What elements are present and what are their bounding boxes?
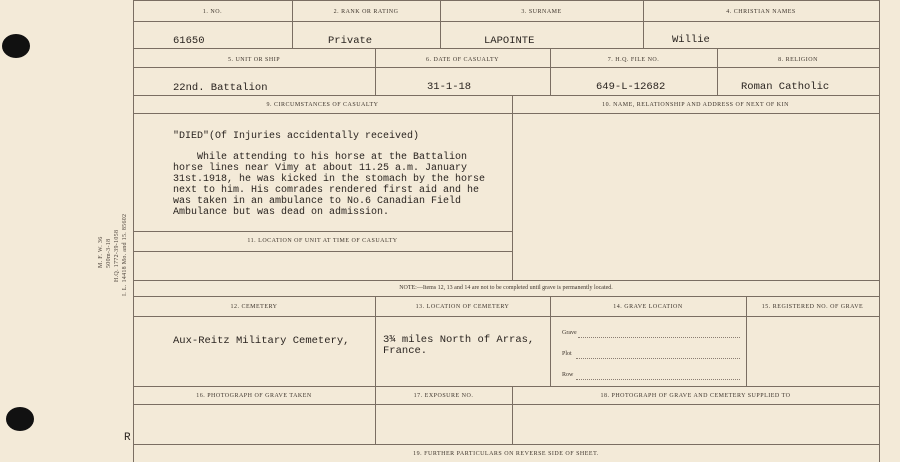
value-date: 31-1-18 bbox=[427, 81, 472, 93]
margin-mark: R bbox=[124, 432, 131, 444]
value-hq-file: 649-L-12682 bbox=[596, 81, 666, 93]
value-unit: 22nd. Battalion bbox=[173, 82, 268, 94]
plot-label: Plot bbox=[562, 351, 572, 357]
value-no: 61650 bbox=[173, 35, 205, 47]
value-surname: LAPOINTE bbox=[484, 35, 535, 47]
value-christian-names: Willie bbox=[672, 34, 710, 46]
header-circumstances: 9. CIRCUMSTANCES OF CASUALTY bbox=[266, 102, 379, 108]
header-photo-taken: 16. PHOTOGRAPH OF GRAVE TAKEN bbox=[196, 393, 312, 399]
form-code-3: H.Q. 1772-39-1058 bbox=[114, 229, 120, 282]
value-religion: Roman Catholic bbox=[741, 81, 830, 93]
row-label: Row bbox=[562, 372, 574, 378]
header-exposure: 17. EXPOSURE NO. bbox=[413, 393, 474, 399]
form-code-1: M. F. W. 36 bbox=[98, 236, 104, 268]
circumstances-line-4: next to him. His comrades rendered first aid and he bbox=[173, 185, 480, 196]
footer-further-particulars: 19. FURTHER PARTICULARS ON REVERSE SIDE OF SHEET. bbox=[413, 451, 599, 457]
header-location-cemetery: 13. LOCATION OF CEMETERY bbox=[415, 304, 510, 310]
note-text: NOTE:—Items 12, 13 and 14 are not to be completed until grave is permanently located. bbox=[399, 285, 613, 291]
header-religion: 8. RELIGION bbox=[778, 57, 818, 63]
circumstances-line-1: While attending to his horse at the Battalion bbox=[197, 152, 468, 163]
header-christian-names: 4. CHRISTIAN NAMES bbox=[726, 9, 796, 15]
header-unit: 5. UNIT OR SHIP bbox=[227, 57, 281, 63]
header-surname: 3. SURNAME bbox=[521, 9, 562, 15]
header-date: 6. DATE OF CASUALTY bbox=[426, 57, 499, 63]
header-registered-no: 15. REGISTERED NO. OF GRAVE bbox=[761, 304, 864, 310]
header-photo-supplied: 18. PHOTOGRAPH OF GRAVE AND CEMETERY SUPPLIED TO bbox=[600, 393, 791, 399]
header-rank: 2. RANK OR RATING bbox=[333, 9, 399, 15]
circumstances-line-3: 31st.1918, he was kicked in the stomach by the horse bbox=[173, 174, 486, 185]
header-location-unit: 11. LOCATION OF UNIT AT TIME OF CASUALTY bbox=[247, 238, 398, 244]
header-cemetery: 12. CEMETERY bbox=[230, 304, 278, 310]
form-code-4: I. L. 14418 Mo. and 15. 85602 bbox=[122, 213, 128, 296]
header-no: 1. NO. bbox=[202, 9, 223, 15]
circumstances-line-2: horse lines near Vimy at about 11.25 a.m. January bbox=[173, 163, 468, 174]
form-code-2: 500m-3-18 bbox=[106, 238, 112, 268]
punch-hole-top bbox=[2, 34, 30, 58]
header-grave-location: 14. GRAVE LOCATION bbox=[613, 304, 683, 310]
value-location-cemetery-1: 3¾ miles North of Arras, bbox=[383, 334, 535, 346]
header-hq-file: 7. H.Q. FILE NO. bbox=[607, 57, 660, 63]
value-rank: Private bbox=[328, 35, 373, 47]
header-next-of-kin: 10. NAME, RELATIONSHIP AND ADDRESS OF NEXT OF KIN bbox=[602, 102, 789, 108]
value-cemetery: Aux-Reitz Military Cemetery, bbox=[173, 335, 350, 347]
value-location-cemetery-2: France. bbox=[383, 345, 428, 357]
punch-hole-bottom bbox=[6, 407, 34, 431]
circumstances-line-6: Ambulance but was dead on admission. bbox=[173, 207, 390, 218]
grave-label: Grave bbox=[562, 330, 577, 336]
circumstances-heading: "DIED"(Of Injuries accidentally received) bbox=[173, 131, 420, 142]
circumstances-line-5: was taken in an ambulance to No.6 Canadian Field bbox=[173, 196, 462, 207]
